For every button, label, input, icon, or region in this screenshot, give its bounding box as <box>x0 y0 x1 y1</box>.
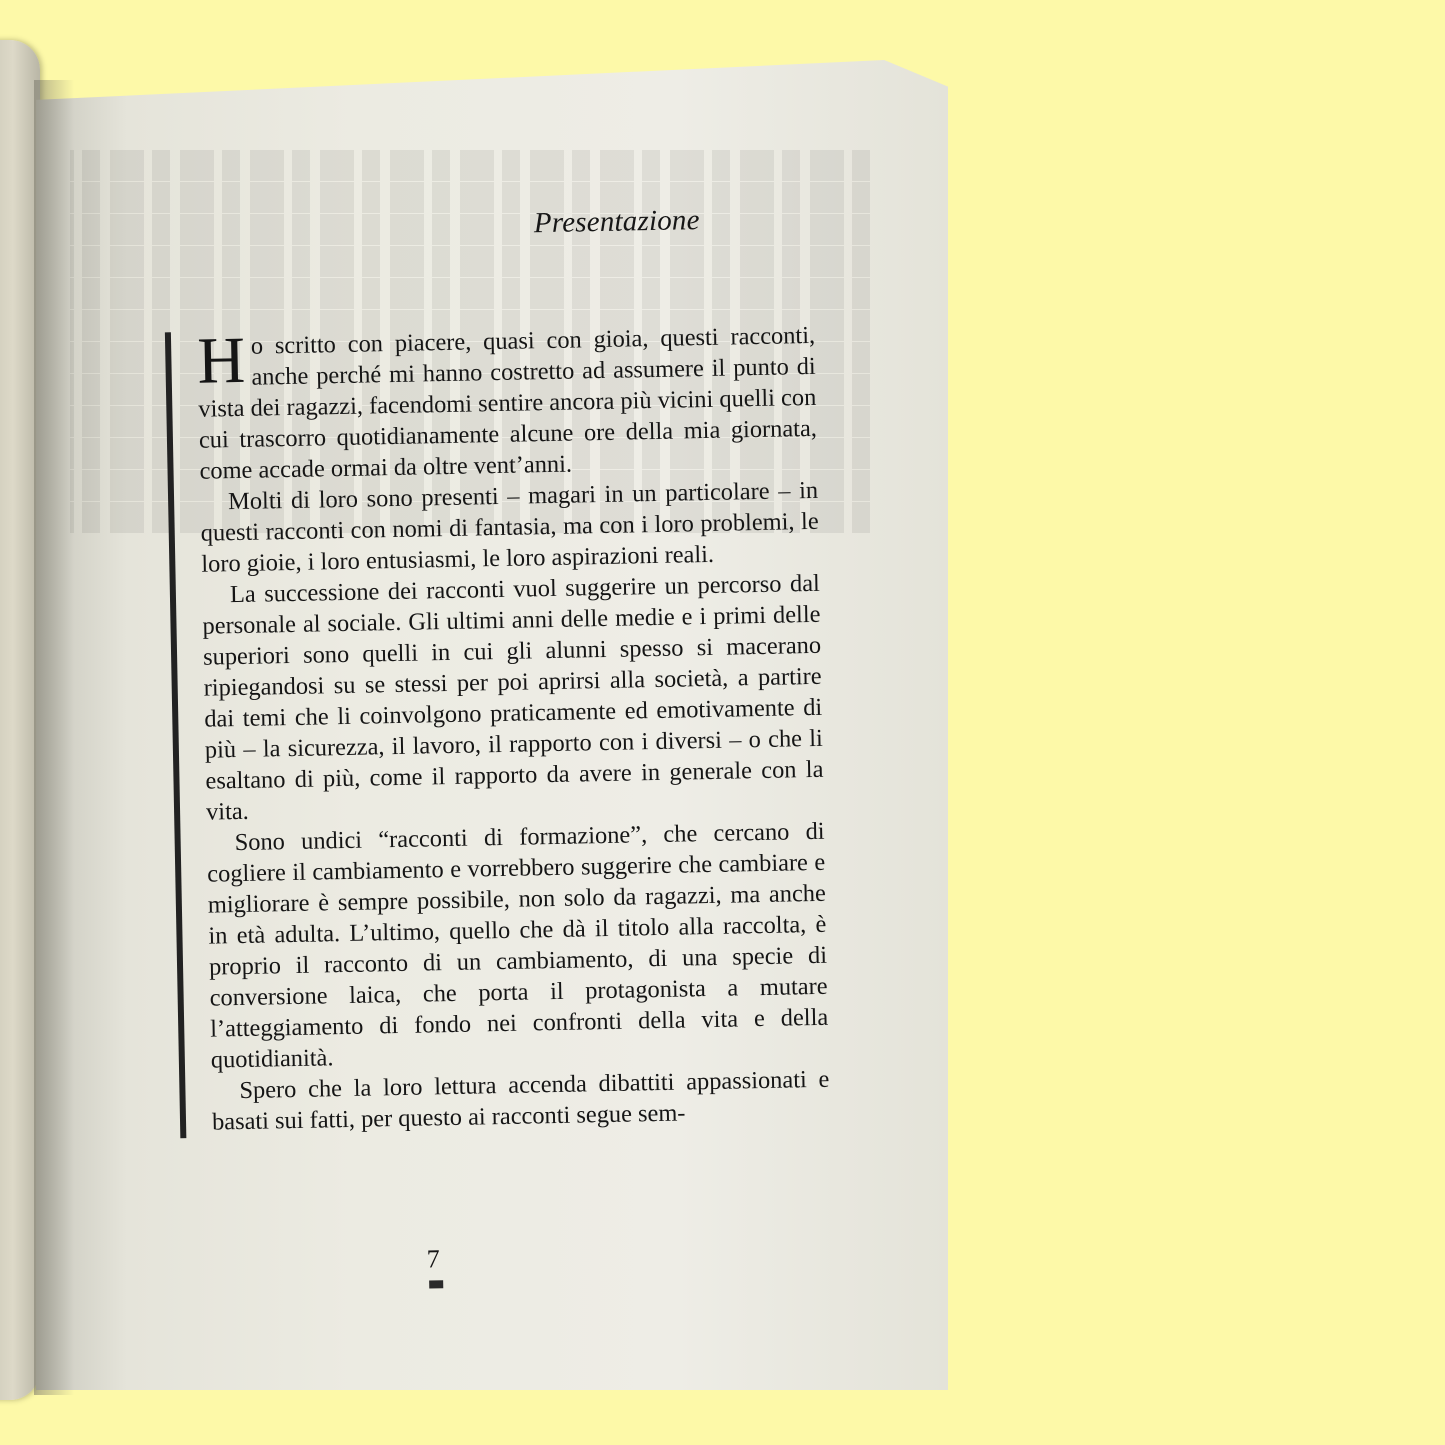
drop-cap: H <box>196 323 246 398</box>
paragraph-4: Sono undici “racconti di formazione”, che cercano di cogliere il cambiamento e vorrebbero suggerire che cambiare e migliorare è sempre possibile, non solo da ragazzi, ma anche in età adulta. L’ultimo, quello che dà il titolo alla raccolta, è proprio il racconto di un cambiamento, di una specie di conversione laica, che porta il protagonista a mutare l’atteggiamento di fondo nei confronti della vita e della quotidianità. <box>207 817 829 1074</box>
page-number: 7 <box>426 1244 440 1274</box>
page-number-mark <box>429 1280 443 1288</box>
paragraph-2: Molti di loro sono presenti – magari in un particolare – in questi racconti con nomi di fantasia, ma con i loro problemi, le loro gioie, i loro entusiasmi, le loro aspirazioni reali. <box>200 476 819 578</box>
paragraph-1-text: o scritto con piacere, quasi con gioia, questi racconti, anche perché mi hanno costretto ad assumere il punto di vista dei ragazzi, facendomi sentire ancora più vicini quelli con cui trascorro quotidianamente alcune ore della mia giornata, come accade ormai da oltre vent’anni. <box>198 321 818 485</box>
page-title: Presentazione <box>533 204 700 240</box>
paragraph-5: Spero che la loro lettura accenda dibattiti appassionati e basati sui fatti, per questo ai racconti segue sem- <box>211 1065 830 1136</box>
body-text <box>165 320 830 1138</box>
paragraph-3: La successione dei racconti vuol suggerire un percorso dal personale al sociale. Gli ultimi anni delle medie e i primi delle superiori sono quelli in cui gli alunni spesso si macerano ripiegandosi su se stessi per poi aprirsi alla società, a partire dai temi che li coinvolgono praticamente ed emotivamente di più – la sicurezza, il lavoro, il rapporto con i diversi – o che li esaltano di più, come il rapporto da avere in generale con la vita. <box>202 569 824 826</box>
paragraph-1 <box>197 320 818 487</box>
